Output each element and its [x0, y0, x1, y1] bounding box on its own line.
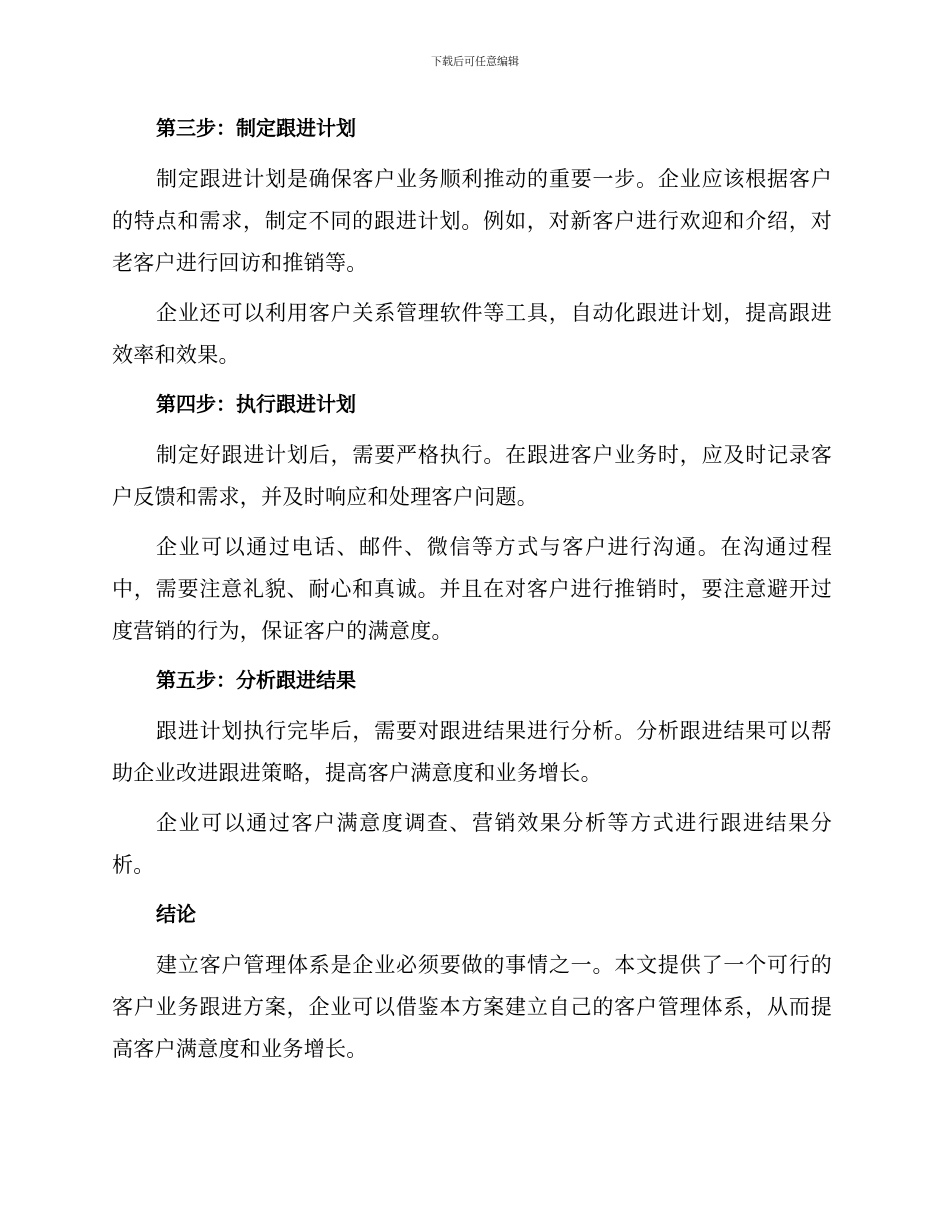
document-body	[112, 108, 832, 1078]
section-step-four	[112, 384, 832, 652]
paragraph: 制定跟进计划是确保客户业务顺利推动的重要一步。企业应该根据客户的特点和需求，制定不同的跟进计划。例如，对新客户进行欢迎和介绍，对老客户进行回访和推销等。	[112, 167, 832, 275]
section-heading: 第五步：分析跟进结果	[156, 668, 356, 692]
paragraph: 建立客户管理体系是企业必须要做的事情之一。本文提供了一个可行的客户业务跟进方案，企业可以借鉴本方案建立自己的客户管理体系，从而提高客户满意度和业务增长。	[112, 953, 832, 1061]
paragraph: 企业可以通过客户满意度调查、营销效果分析等方式进行跟进结果分析。	[112, 811, 832, 877]
paragraph: 企业还可以利用客户关系管理软件等工具，自动化跟进计划，提高跟进效率和效果。	[112, 301, 832, 367]
paragraph: 制定好跟进计划后，需要严格执行。在跟进客户业务时，应及时记录客户反馈和需求，并及时响应和处理客户问题。	[112, 443, 832, 509]
section-step-three	[112, 108, 832, 376]
section-heading: 结论	[156, 902, 196, 926]
section-step-five	[112, 660, 832, 886]
paragraph: 企业可以通过电话、邮件、微信等方式与客户进行沟通。在沟通过程中，需要注意礼貌、耐心和真诚。并且在对客户进行推销时，要注意避开过度营销的行为，保证客户的满意度。	[112, 535, 832, 643]
section-heading: 第四步：执行跟进计划	[156, 392, 356, 416]
section-heading: 第三步：制定跟进计划	[156, 116, 356, 140]
paragraph: 跟进计划执行完毕后，需要对跟进结果进行分析。分析跟进结果可以帮助企业改进跟进策略，提高客户满意度和业务增长。	[112, 719, 832, 785]
section-conclusion	[112, 894, 832, 1070]
header-note: 下载后可任意编辑	[431, 55, 519, 68]
